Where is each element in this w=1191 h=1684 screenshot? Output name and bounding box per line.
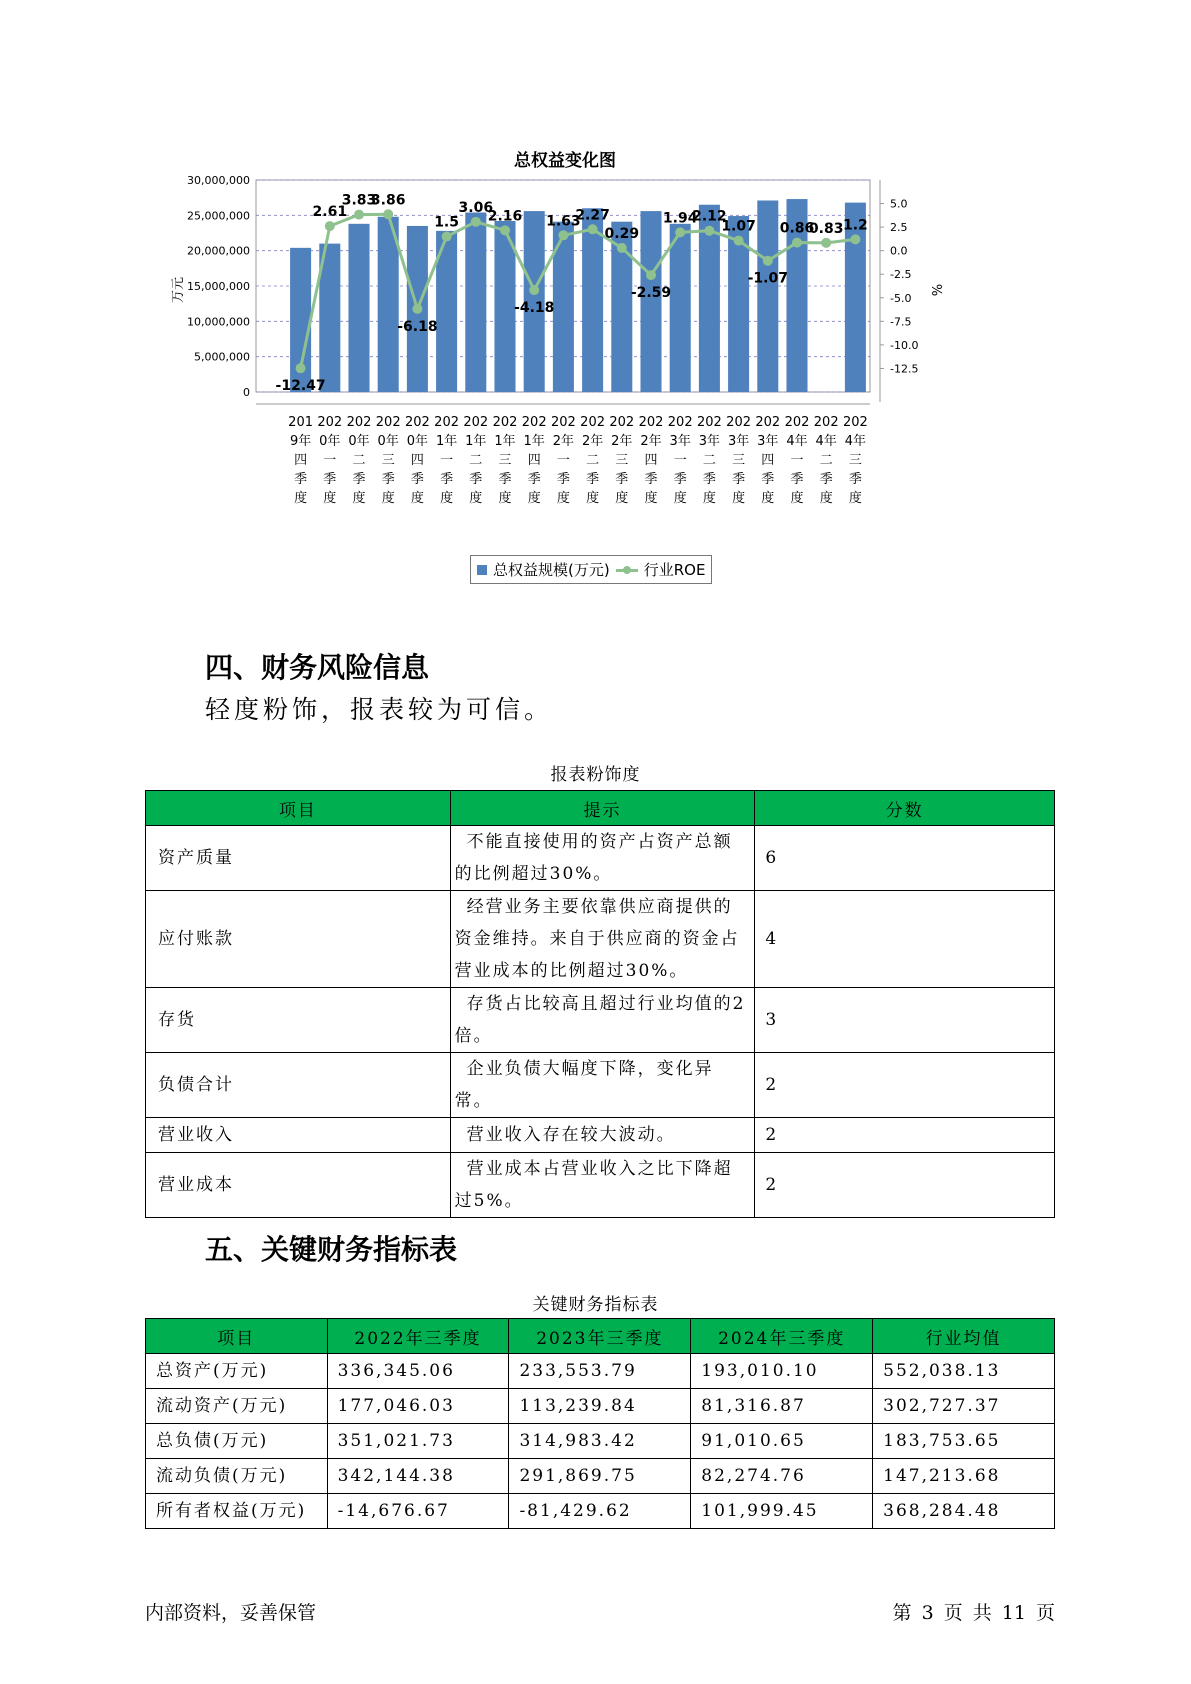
x-tick-label: 201: [288, 415, 314, 430]
risk-summary: 轻度粉饰，报表较为可信。: [205, 695, 554, 724]
roe-point: [588, 224, 598, 234]
x-tick-label: 度: [615, 491, 629, 506]
table-row: [146, 1424, 1055, 1459]
kfi-header: 2023年三季度: [509, 1319, 691, 1354]
x-tick-label: 202: [638, 415, 664, 430]
x-tick-label: 1年: [465, 434, 487, 449]
x-tick-label: 0年: [319, 434, 341, 449]
x-tick-label: 季: [556, 472, 570, 487]
roe-data-label: 2.16: [487, 208, 523, 225]
x-tick-label: 0年: [406, 434, 429, 449]
kfi-item: 总负债(万元): [146, 1424, 328, 1459]
x-tick-label: 一: [556, 453, 570, 468]
y2-tick-label: -5.0: [890, 291, 912, 305]
x-tick-label: 度: [440, 491, 454, 506]
x-tick-label: 四: [294, 453, 308, 468]
risk-score: 4: [755, 891, 1055, 988]
risk-hint: 企业负债大幅度下降，变化异常。: [450, 1053, 755, 1118]
kfi-value: 183,753.65: [873, 1424, 1055, 1459]
kfi-header: 行业均值: [873, 1319, 1055, 1354]
x-tick-label: 度: [848, 491, 862, 506]
x-tick-label: 0年: [348, 434, 370, 449]
risk-hint: 营业成本占营业收入之比下降超过5%。: [450, 1153, 755, 1218]
kfi-item: 流动负债(万元): [146, 1459, 328, 1494]
risk-hint: 营业收入存在较大波动。: [450, 1118, 755, 1153]
roe-point: [442, 232, 452, 242]
roe-data-label: 2.12: [692, 208, 727, 225]
x-tick-label: 202: [667, 415, 693, 430]
x-tick-label: 度: [790, 491, 804, 506]
kfi-value: 314,983.42: [509, 1424, 691, 1459]
x-tick-label: 2年: [552, 434, 575, 449]
roe-point: [704, 226, 714, 236]
y2-tick-label: -12.5: [890, 362, 919, 376]
risk-hint: 存货占比较高且超过行业均值的2倍。: [450, 988, 755, 1053]
bar: [640, 211, 661, 392]
roe-point: [763, 256, 773, 266]
x-tick-label: 202: [580, 415, 606, 430]
table-row: [146, 1354, 1055, 1389]
chart-canvas: [170, 140, 960, 550]
x-tick-label: 季: [352, 472, 366, 487]
roe-point: [558, 230, 568, 240]
roe-point: [646, 270, 656, 280]
x-tick-label: 度: [381, 491, 395, 506]
y2-tick-label: -2.5: [890, 268, 912, 282]
kfi-table: [145, 1318, 1055, 1529]
x-tick-label: 季: [381, 472, 395, 487]
equity-chart: [170, 140, 960, 600]
x-tick-label: 二: [586, 453, 600, 468]
legend-bar-swatch: [477, 565, 487, 575]
kfi-value: 147,213.68: [873, 1459, 1055, 1494]
kfi-value: -81,429.62: [509, 1494, 691, 1529]
x-tick-label: 度: [323, 491, 337, 506]
x-tick-label: 4年: [786, 434, 808, 449]
x-tick-label: 三: [848, 453, 862, 468]
y-tick-label: 5,000,000: [194, 350, 250, 364]
x-tick-label: 四: [410, 453, 424, 468]
x-tick-label: 202: [784, 415, 810, 430]
y-tick-label: 20,000,000: [187, 244, 250, 258]
y-axis-title: 万元: [171, 276, 186, 304]
bar: [582, 208, 603, 392]
x-tick-label: 202: [726, 415, 752, 430]
x-tick-label: 度: [732, 491, 746, 506]
bar: [757, 200, 778, 392]
x-tick-label: 3年: [698, 434, 721, 449]
x-tick-label: 季: [790, 472, 804, 487]
x-tick-label: 度: [819, 491, 833, 506]
x-tick-label: 三: [498, 453, 512, 468]
risk-table-caption: 报表粉饰度: [550, 765, 641, 785]
x-tick-label: 季: [440, 472, 454, 487]
x-tick-label: 季: [410, 472, 424, 487]
legend-line-label: 行业ROE: [643, 561, 706, 579]
kfi-table-header: [146, 1319, 1055, 1354]
header-score: 分数: [755, 791, 1055, 826]
y2-tick-label: -7.5: [890, 315, 912, 329]
x-tick-label: 3年: [757, 434, 779, 449]
kfi-value: 336,345.06: [327, 1354, 509, 1389]
x-tick-label: 202: [317, 415, 343, 430]
y-tick-label: 15,000,000: [187, 280, 250, 293]
x-tick-label: 202: [813, 415, 839, 430]
risk-item: 负债合计: [146, 1053, 451, 1118]
x-tick-label: 季: [761, 472, 775, 487]
x-tick-label: 202: [755, 415, 781, 430]
risk-section-heading: 四、财务风险信息: [205, 651, 430, 684]
kfi-value: 368,284.48: [873, 1494, 1055, 1529]
roe-data-label: -1.07: [747, 270, 788, 287]
roe-data-label: -2.59: [630, 285, 672, 302]
x-tick-label: 度: [702, 491, 716, 506]
roe-data-label: 1.94: [662, 210, 698, 227]
footer-confidential: 内部资料，妥善保管: [145, 1602, 317, 1624]
kfi-value: 177,046.03: [327, 1389, 509, 1424]
kfi-value: 342,144.38: [327, 1459, 509, 1494]
x-tick-label: 度: [498, 491, 512, 506]
table-row: [146, 1118, 1055, 1153]
kfi-item: 流动资产(万元): [146, 1389, 328, 1424]
kfi-value: 291,869.75: [509, 1459, 691, 1494]
x-tick-label: 季: [644, 472, 658, 487]
roe-point: [296, 363, 306, 373]
y2-tick-label: -10.0: [890, 338, 919, 352]
x-tick-label: 季: [527, 472, 541, 487]
risk-table-header: [146, 791, 1055, 826]
table-row: [146, 1053, 1055, 1118]
roe-data-label: 1.5: [434, 214, 460, 231]
x-tick-label: 202: [696, 415, 722, 430]
x-tick-label: 202: [346, 415, 372, 430]
x-tick-label: 3年: [669, 434, 691, 449]
roe-point: [383, 209, 393, 219]
kfi-value: 552,038.13: [873, 1354, 1055, 1389]
x-tick-label: 季: [498, 472, 512, 487]
x-tick-label: 一: [790, 453, 804, 468]
roe-data-label: 1.63: [546, 213, 581, 230]
x-tick-label: 度: [410, 491, 424, 506]
roe-point: [412, 304, 422, 314]
x-tick-label: 四: [761, 453, 775, 468]
roe-data-label: 1.07: [721, 218, 756, 235]
x-tick-label: 季: [294, 472, 308, 487]
kfi-item: 总资产(万元): [146, 1354, 328, 1389]
table-row: [146, 1494, 1055, 1529]
bar: [465, 213, 486, 392]
x-tick-label: 202: [550, 415, 576, 430]
x-tick-label: 度: [469, 491, 483, 506]
risk-score: 2: [755, 1053, 1055, 1118]
x-tick-label: 一: [440, 453, 454, 468]
x-tick-label: 202: [609, 415, 635, 430]
x-tick-label: 度: [761, 491, 775, 506]
kfi-value: 193,010.10: [691, 1354, 873, 1389]
roe-point: [529, 285, 539, 295]
x-tick-label: 度: [352, 491, 366, 506]
x-tick-label: 三: [381, 453, 395, 468]
roe-point: [471, 217, 481, 227]
risk-item: 应付账款: [146, 891, 451, 988]
x-tick-label: 季: [819, 472, 833, 487]
kfi-value: -14,676.67: [327, 1494, 509, 1529]
kfi-value: 91,010.65: [691, 1424, 873, 1459]
roe-data-label: 2.27: [575, 207, 610, 224]
table-row: [146, 891, 1055, 988]
roe-point: [617, 243, 627, 253]
y-tick-label: 0: [243, 386, 250, 399]
legend-line-swatch: [616, 565, 638, 575]
roe-data-label: 3.86: [370, 192, 406, 209]
kfi-value: 81,316.87: [691, 1389, 873, 1424]
table-row: [146, 826, 1055, 891]
x-tick-label: 1年: [494, 434, 516, 449]
roe-data-label: 0.83: [808, 220, 844, 237]
roe-point: [734, 236, 744, 246]
x-tick-label: 一: [673, 453, 687, 468]
x-tick-label: 季: [732, 472, 746, 487]
roe-data-label: 2.61: [312, 204, 348, 221]
x-tick-label: 202: [842, 415, 868, 430]
footer-page-number: 第 3 页 共 11 页: [892, 1602, 1055, 1624]
x-tick-label: 四: [644, 453, 658, 468]
bar: [670, 224, 691, 392]
table-row: [146, 1389, 1055, 1424]
risk-item: 资产质量: [146, 826, 451, 891]
x-tick-label: 4年: [815, 434, 837, 449]
x-tick-label: 度: [556, 491, 570, 506]
roe-data-label: 3.83: [341, 192, 377, 209]
x-tick-label: 度: [294, 491, 308, 506]
risk-hint: 不能直接使用的资产占资产总额的比例超过30%。: [450, 826, 755, 891]
x-tick-label: 3年: [727, 434, 750, 449]
roe-point: [792, 238, 802, 248]
header-hint: 提示: [450, 791, 755, 826]
roe-data-label: 3.06: [458, 199, 494, 216]
table-row: [146, 1153, 1055, 1218]
y-tick-label: 30,000,000: [187, 174, 250, 187]
chart-legend: [470, 555, 712, 584]
risk-item: 营业成本: [146, 1153, 451, 1218]
roe-point: [675, 227, 685, 237]
x-tick-label: 度: [586, 491, 600, 506]
x-tick-label: 202: [434, 415, 460, 430]
roe-data-label: 0.29: [604, 225, 640, 242]
header-item: 项目: [146, 791, 451, 826]
x-tick-label: 季: [469, 472, 483, 487]
x-tick-label: 202: [492, 415, 518, 430]
x-tick-label: 9年: [289, 434, 312, 449]
kfi-header: 2024年三季度: [691, 1319, 873, 1354]
risk-score: 2: [755, 1153, 1055, 1218]
table-row: [146, 1459, 1055, 1494]
roe-data-label: 0.86: [779, 220, 815, 237]
kfi-value: 233,553.79: [509, 1354, 691, 1389]
x-tick-label: 度: [644, 491, 658, 506]
kfi-table-caption: 关键财务指标表: [532, 1295, 659, 1315]
kfi-header: 2022年三季度: [327, 1319, 509, 1354]
x-tick-label: 季: [323, 472, 337, 487]
bar: [348, 224, 369, 392]
kfi-value: 101,999.45: [691, 1494, 873, 1529]
y2-tick-label: 2.5: [890, 221, 908, 235]
x-tick-label: 2年: [640, 434, 662, 449]
kfi-section-heading: 五、关键财务指标表: [205, 1233, 458, 1266]
x-tick-label: 三: [615, 453, 629, 468]
x-tick-label: 2年: [581, 434, 604, 449]
y-tick-label: 10,000,000: [187, 315, 250, 329]
roe-data-label: -12.47: [275, 378, 326, 395]
risk-table: [145, 790, 1055, 1218]
roe-data-label: 1.2: [842, 217, 868, 234]
roe-data-label: -4.18: [514, 300, 555, 317]
risk-score: 6: [755, 826, 1055, 891]
x-tick-label: 0年: [377, 434, 399, 449]
roe-data-label: -6.18: [397, 318, 438, 335]
kfi-value: 351,021.73: [327, 1424, 509, 1459]
x-tick-label: 202: [375, 415, 401, 430]
risk-score: 3: [755, 988, 1055, 1053]
roe-point: [850, 234, 860, 244]
x-tick-label: 2年: [611, 434, 633, 449]
x-tick-label: 季: [673, 472, 687, 487]
chart-title: 总权益变化图: [514, 151, 616, 171]
x-tick-label: 四: [527, 453, 541, 468]
x-tick-label: 1年: [435, 434, 458, 449]
x-tick-label: 度: [673, 491, 687, 506]
kfi-value: 82,274.76: [691, 1459, 873, 1494]
x-tick-label: 二: [352, 453, 366, 468]
x-tick-label: 202: [404, 415, 430, 430]
x-tick-label: 二: [819, 453, 833, 468]
risk-item: 存货: [146, 988, 451, 1053]
risk-score: 2: [755, 1118, 1055, 1153]
x-tick-label: 季: [848, 472, 862, 487]
x-tick-label: 二: [702, 453, 716, 468]
x-tick-label: 三: [732, 453, 746, 468]
x-tick-label: 202: [463, 415, 489, 430]
x-tick-label: 1年: [523, 434, 545, 449]
y2-axis-title: %: [928, 283, 943, 297]
legend-bar-label: 总权益规模(万元): [493, 561, 610, 579]
x-tick-label: 202: [521, 415, 547, 430]
table-row: [146, 988, 1055, 1053]
kfi-value: 302,727.37: [873, 1389, 1055, 1424]
roe-point: [821, 238, 831, 248]
y2-tick-label: 0.0: [890, 244, 908, 258]
y-tick-label: 25,000,000: [187, 209, 250, 223]
risk-hint: 经营业务主要依靠供应商提供的资金维持。来自于供应商的资金占营业成本的比例超过30%。: [450, 891, 755, 988]
roe-point: [325, 221, 335, 231]
x-tick-label: 季: [702, 472, 716, 487]
kfi-value: 113,239.84: [509, 1389, 691, 1424]
x-tick-label: 二: [469, 453, 483, 468]
roe-point: [354, 210, 364, 220]
kfi-header: 项目: [146, 1319, 328, 1354]
x-tick-label: 4年: [844, 434, 867, 449]
x-tick-label: 度: [527, 491, 541, 506]
x-tick-label: 季: [615, 472, 629, 487]
roe-point: [500, 225, 510, 235]
y2-tick-label: 5.0: [890, 197, 908, 211]
risk-item: 营业收入: [146, 1118, 451, 1153]
kfi-item: 所有者权益(万元): [146, 1494, 328, 1529]
x-tick-label: 季: [586, 472, 600, 487]
x-tick-label: 一: [323, 453, 337, 468]
